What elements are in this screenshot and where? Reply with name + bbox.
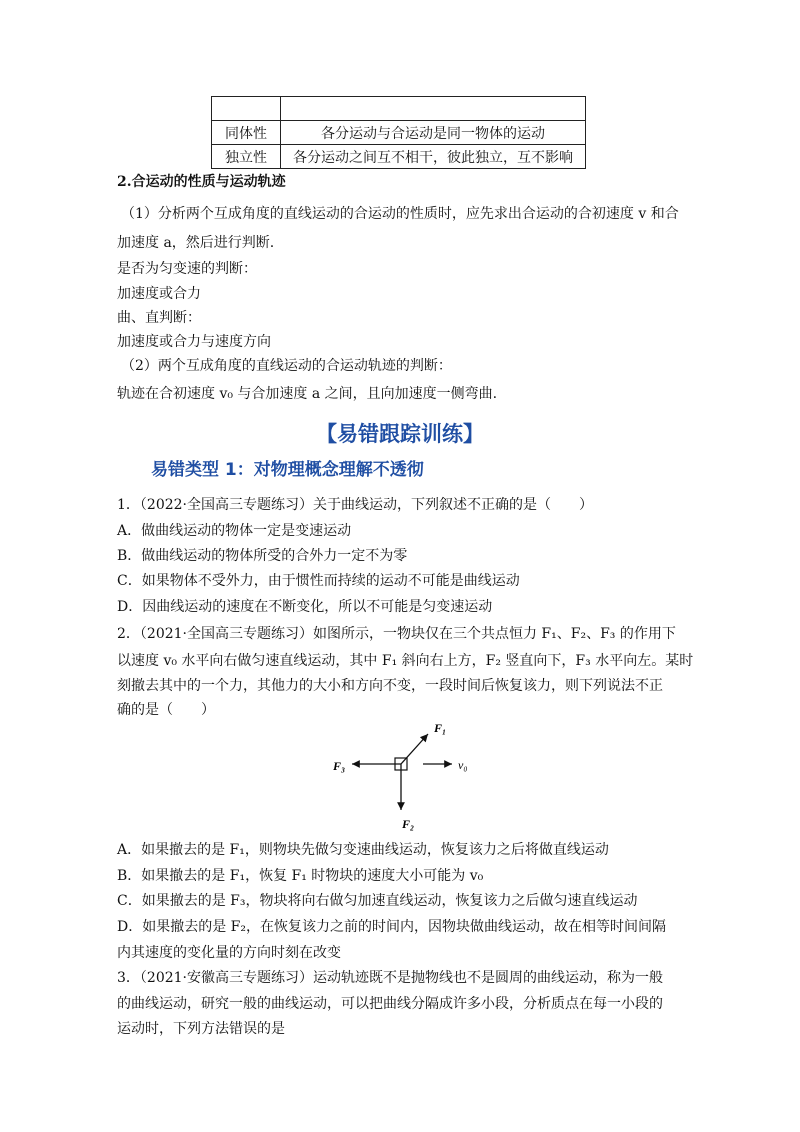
option-b: B．如果撤去的是 F₁，恢复 F₁ 时物块的速度大小可能为 v₀ bbox=[117, 868, 484, 884]
option-d-cont: 内其速度的变化量的方向时刻在改变 bbox=[117, 945, 341, 961]
table-cell: 各分运动之间互不相干，彼此独立，互不影响 bbox=[281, 145, 586, 169]
option-d: D．因曲线运动的速度在不断变化，所以不可能是匀变速运动 bbox=[117, 599, 493, 615]
table-cell: 同体性 bbox=[212, 121, 281, 145]
paragraph-line: 加速度或合力 bbox=[117, 286, 201, 302]
f1-arrow bbox=[401, 734, 428, 764]
practice-title: 【易错跟踪训练】 bbox=[316, 422, 484, 446]
question-stem: 2．（2021·全国高三专题练习）如图所示，一物块仅在三个共点恒力 F₁、F₂、F₃ 的作用下 bbox=[117, 626, 676, 642]
table-row bbox=[212, 145, 586, 169]
paragraph-line: （1）分析两个互成角度的直线运动的合运动的性质时，应先求出合运动的合初速度 v 和合 bbox=[121, 206, 679, 222]
v0-label: v₀ bbox=[458, 758, 468, 772]
f2-label: F₂ bbox=[402, 817, 415, 831]
table-cell bbox=[281, 97, 586, 121]
question-stem: 以速度 v₀ 水平向右做匀速直线运动，其中 F₁ 斜向右上方，F₂ 竖直向下，F₃ 水平向左。某时 bbox=[117, 653, 694, 669]
force-diagram bbox=[330, 718, 490, 836]
table-row bbox=[212, 121, 586, 145]
f3-label: F₃ bbox=[333, 759, 346, 773]
option-a: A．如果撤去的是 F₁，则物块先做匀变速曲线运动，恢复该力之后将做直线运动 bbox=[117, 842, 609, 858]
question-stem: 的曲线运动，研究一般的曲线运动，可以把曲线分隔成许多小段，分析质点在每一小段的 bbox=[117, 996, 663, 1012]
table-cell: 各分运动与合运动是同一物体的运动 bbox=[281, 121, 586, 145]
paragraph-line: 是否为匀变速的判断： bbox=[117, 261, 257, 277]
table-row bbox=[212, 97, 586, 121]
paragraph-line: 加速度或合力与速度方向 bbox=[117, 334, 271, 350]
table-cell: 独立性 bbox=[212, 145, 281, 169]
practice-subtitle: 易错类型 1：对物理概念理解不透彻 bbox=[151, 460, 424, 480]
question-stem: 1．（2022·全国高三专题练习）关于曲线运动，下列叙述不正确的是（ ） bbox=[117, 497, 593, 513]
question-stem: 刻撤去其中的一个力，其他力的大小和方向不变，一段时间后恢复该力，则下列说法不正 bbox=[117, 678, 663, 694]
table-cell bbox=[212, 97, 281, 121]
paragraph-line: 轨迹在合初速度 v₀ 与合加速度 a 之间，且向加速度一侧弯曲. bbox=[117, 386, 498, 402]
paragraph-line: 加速度 a，然后进行判断. bbox=[117, 235, 275, 251]
option-c: C．如果物体不受外力，由于惯性而持续的运动不可能是曲线运动 bbox=[117, 573, 520, 589]
option-a: A．做曲线运动的物体一定是变速运动 bbox=[117, 523, 352, 539]
option-c: C．如果撤去的是 F₃，物块将向右做匀加速直线运动，恢复该力之后做匀速直线运动 bbox=[117, 893, 638, 909]
option-d: D．如果撤去的是 F₂，在恢复该力之前的时间内，因物块做曲线运动，故在相等时间间隔 bbox=[117, 919, 666, 935]
paragraph-line: （2）两个互成角度的直线运动的合运动轨迹的判断： bbox=[121, 358, 452, 374]
question-stem: 3．（2021·安徽高三专题练习）运动轨迹既不是抛物线也不是圆周的曲线运动，称为一般 bbox=[117, 970, 663, 986]
f1-label: F₁ bbox=[434, 721, 447, 735]
section-heading: 2.合运动的性质与运动轨迹 bbox=[117, 174, 286, 190]
property-table bbox=[211, 96, 586, 169]
option-b: B．做曲线运动的物体所受的合外力一定不为零 bbox=[117, 548, 408, 564]
paragraph-line: 曲、直判断： bbox=[117, 310, 201, 326]
question-stem: 确的是（ ） bbox=[117, 702, 215, 718]
question-stem: 运动时，下列方法错误的是 bbox=[117, 1021, 285, 1037]
